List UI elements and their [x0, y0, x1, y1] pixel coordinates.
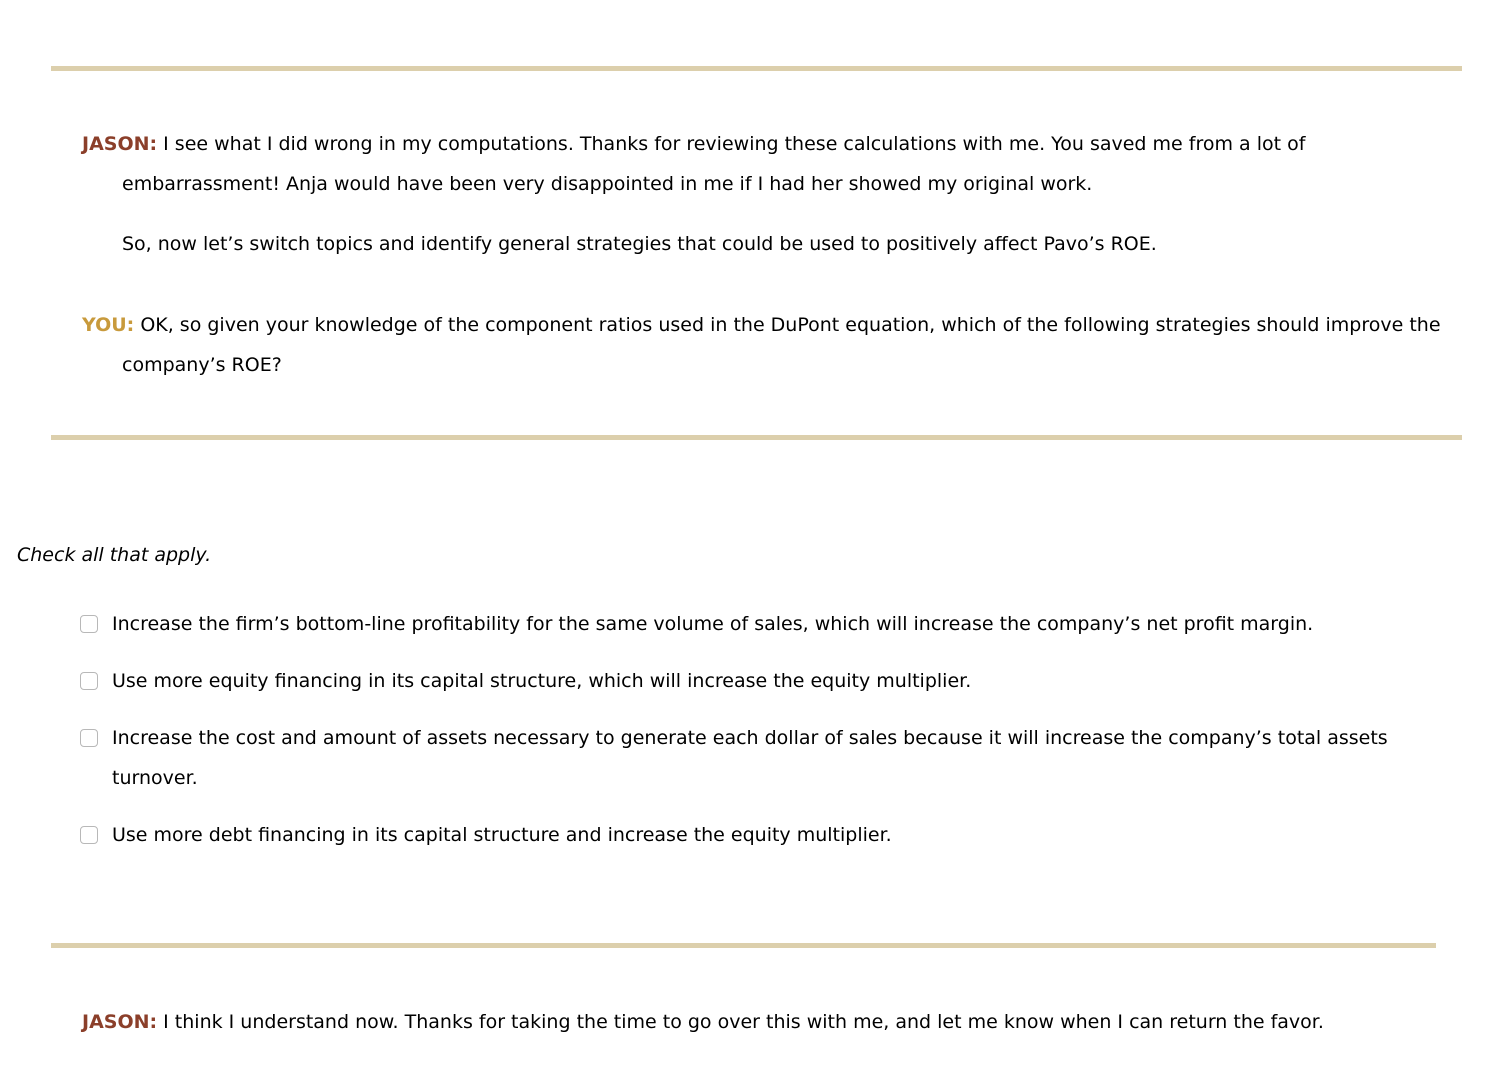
speaker-jason: JASON: [82, 133, 158, 155]
option-1-label[interactable]: Increase the firm’s bottom-line profitability for the same volume of sales, which will increase the company’s net profit margin. [112, 613, 1314, 635]
option-4-label[interactable]: Use more debt financing in its capital structure and increase the equity multiplier. [112, 824, 892, 846]
jason-speech-1 [82, 124, 1462, 204]
jason-text-2: So, now let’s switch topics and identify general strategies that could be used to positively affect Pavo’s ROE. [122, 233, 1157, 255]
divider-top [51, 66, 1462, 71]
option-2-checkbox[interactable] [80, 672, 98, 690]
you-speech [82, 305, 1462, 385]
jason-final-text: I think I understand now. Thanks for taking the time to go over this with me, and let me know when I can return the favor. [163, 1011, 1324, 1033]
option-1-checkbox[interactable] [80, 615, 98, 633]
option-2[interactable] [78, 661, 1468, 701]
answer-options [78, 604, 1468, 872]
option-2-label[interactable]: Use more equity financing in its capital structure, which will increase the equity multiplier. [112, 670, 972, 692]
speaker-you: YOU: [82, 314, 135, 336]
option-4-checkbox[interactable] [80, 826, 98, 844]
divider-bottom [51, 943, 1436, 948]
option-3[interactable] [78, 718, 1468, 798]
jason-speech-final [82, 1002, 1462, 1042]
jason-text-1: I see what I did wrong in my computations. Thanks for reviewing these calculations with me. You saved me from a lot of embarrassment! Anja would have been very disappointed in me if I had her showed my original work. [122, 133, 1306, 195]
question-instruction: Check all that apply. [17, 544, 212, 566]
option-3-checkbox[interactable] [80, 729, 98, 747]
you-text: OK, so given your knowledge of the component ratios used in the DuPont equation, which of the following strategies should improve the company’s ROE? [122, 314, 1441, 376]
option-4[interactable] [78, 815, 1468, 855]
speaker-jason-final: JASON: [82, 1011, 158, 1033]
divider-middle [51, 435, 1462, 440]
option-1[interactable] [78, 604, 1468, 644]
option-3-label[interactable]: Increase the cost and amount of assets necessary to generate each dollar of sales because it will increase the company’s total assets turnover. [112, 727, 1388, 789]
